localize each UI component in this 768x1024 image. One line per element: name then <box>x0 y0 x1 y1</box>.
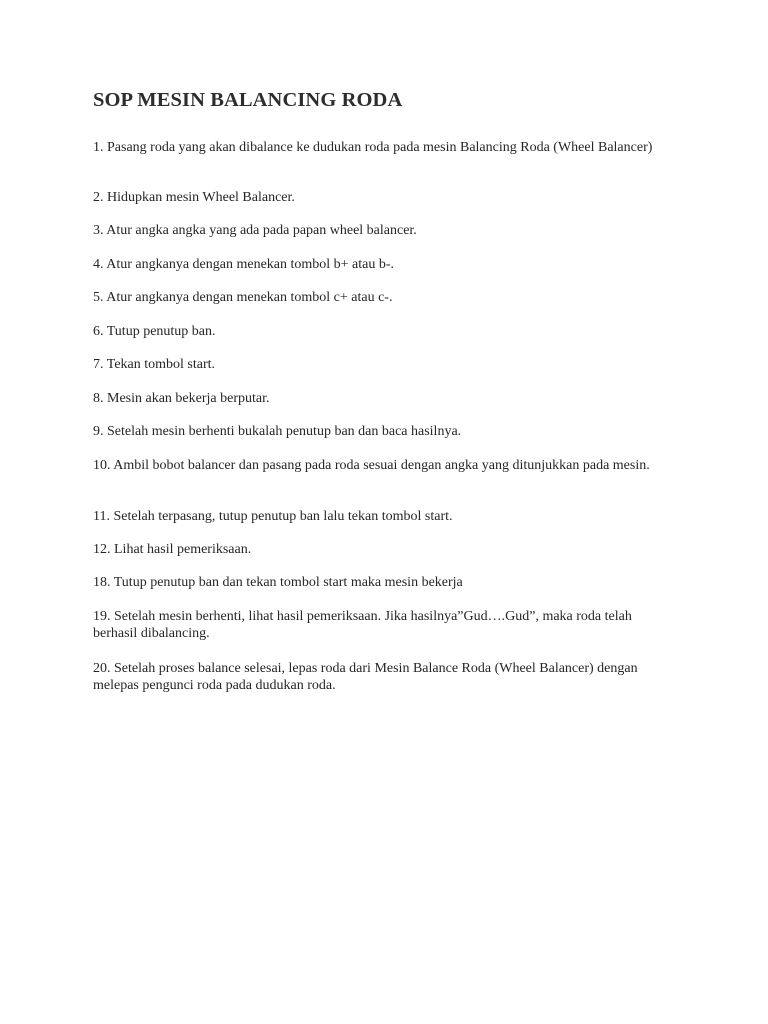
step-1: 1. Pasang roda yang akan dibalance ke dudukan roda pada mesin Balancing Roda (Wheel Balancer) <box>93 140 653 155</box>
step-18: 18. Tutup penutup ban dan tekan tombol start maka mesin bekerja <box>93 575 463 590</box>
step-12: 12. Lihat hasil pemeriksaan. <box>93 542 252 557</box>
step-9: 9. Setelah mesin berhenti bukalah penutup ban dan baca hasilnya. <box>93 424 462 439</box>
step-5: 5. Atur angkanya dengan menekan tombol c+ atau c-. <box>93 290 393 305</box>
step-2: 2. Hidupkan mesin Wheel Balancer. <box>93 190 295 205</box>
step-19: 19. Setelah mesin berhenti, lihat hasil pemeriksaan. Jika hasilnya”Gud….Gud”, maka roda telah berhasil dibalancing. <box>93 609 632 641</box>
step-11: 11. Setelah terpasang, tutup penutup ban lalu tekan tombol start. <box>93 509 453 524</box>
step-8: 8. Mesin akan bekerja berputar. <box>93 391 270 406</box>
step-10: 10. Ambil bobot balancer dan pasang pada roda sesuai dengan angka yang ditunjukkan pada mesin. <box>93 458 650 473</box>
step-6: 6. Tutup penutup ban. <box>93 324 216 339</box>
document-title: SOP MESIN BALANCING RODA <box>93 89 403 111</box>
step-4: 4. Atur angkanya dengan menekan tombol b+ atau b-. <box>93 257 395 272</box>
step-3: 3. Atur angka angka yang ada pada papan wheel balancer. <box>93 223 417 238</box>
step-20: 20. Setelah proses balance selesai, lepas roda dari Mesin Balance Roda (Wheel Balancer) dengan melepas pengunci roda pada dudukan roda. <box>93 661 638 693</box>
step-7: 7. Tekan tombol start. <box>93 357 216 372</box>
